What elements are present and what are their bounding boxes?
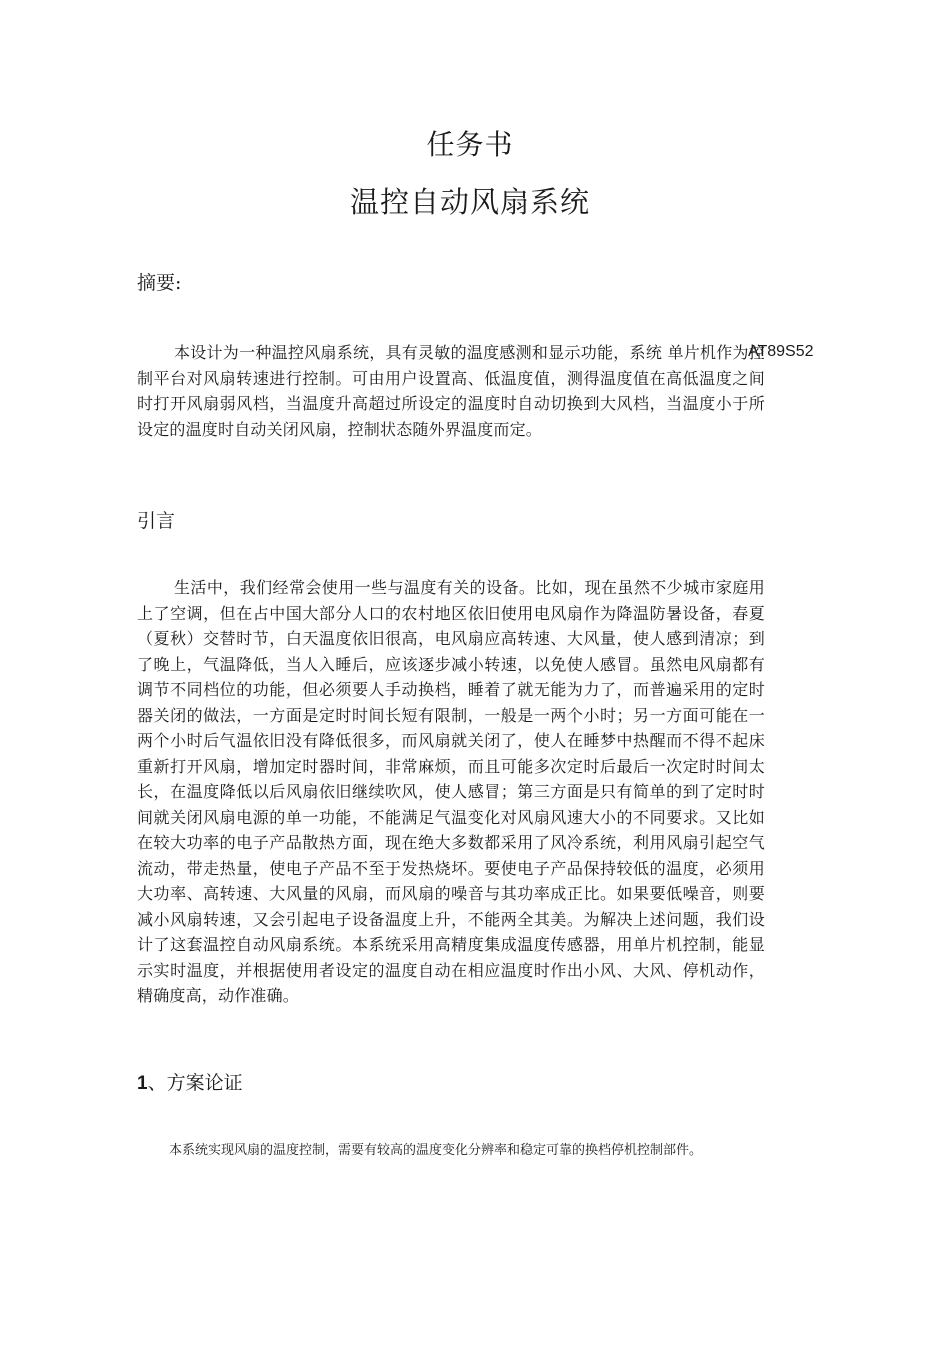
section-heading-scheme [137,1070,243,1097]
section-title: 、方案论证 [147,1072,243,1094]
abstract-paragraph: 本设计为一种温控风扇系统，具有灵敏的温度感测和显示功能，系统 单片机作为控制平台对风扇转速进行控制。可由用户设置高、低温度值，测得温度值在高低温度之间时打开风扇弱风档，当温度升高超过所设定的温度时自动切换到大风档，当温度小于所设定的温度时自动关闭风扇，控制状态随外界温度而定。 [137,343,765,439]
section-number: 1 [137,1073,148,1094]
section-paragraph: 本系统实现风扇的温度控制，需要有较高的温度变化分辨率和稳定可靠的换档停机控制部件。 [169,1143,703,1158]
introduction-paragraph: 生活中，我们经常会使用一些与温度有关的设备。比如，现在虽然不少城市家庭用上了空调，但在占中国大部分人口的农村地区依旧使用电风扇作为降温防暑设备，春夏（夏秋）交替时节，白天温度依旧很高，电风扇应高转速、大风量，使人感到清凉；到了晚上，气温降低，当人入睡后，应该逐步减小转速，以免使人感冒。虽然电风扇都有调节不同档位的功能，但必须要人手动换档，睡着了就无能为力了，而普遍采用的定时器关闭的做法，一方面是定时时间长短有限制，一般是一两个小时；另一方面可能在一两个小时后气温依旧没有降低很多，而风扇就关闭了，使人在睡梦中热醒而不得不起床重新打开风扇，增加定时器时间，非常麻烦，而且可能多次定时后最后一次定时时间太长，在温度降低以后风扇依旧继续吹风，使人感冒；第三方面是只有简单的到了定时时间就关闭风扇电源的单一功能，不能满足气温变化对风扇风速大小的不同要求。又比如在较大功率的电子产品散热方面，现在绝大多数都采用了风冷系统，利用风扇引起空气流动，带走热量，使电子产品不至于发热烧坏。要使电子产品保持较低的温度，必须用大功率、高转速、大风量的风扇，而风扇的噪音与其功率成正比。如果要低噪音，则要减小风扇转速，又会引起电子设备温度上升，不能两全其美。为解决上述问题，我们设计了这套温控自动风扇系统。本系统采用高精度集成温度传感器，用单片机控制，能显示实时温度，并根据使用者设定的温度自动在相应温度时作出小风、大风、停机动作，精确度高，动作准确。 [137,578,765,1005]
mcu-model-label: AT89S52 [748,343,814,360]
document-title: 任务书 [426,128,514,161]
abstract-heading: 摘要: [137,272,182,294]
introduction-heading: 引言 [137,510,176,532]
document-subtitle: 温控自动风扇系统 [349,185,590,219]
